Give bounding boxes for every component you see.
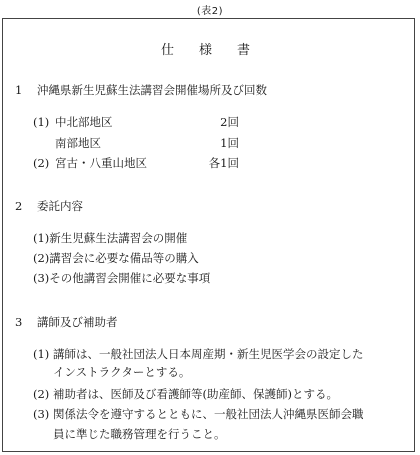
section-1-row-3-count: 各1回 [208,156,239,170]
section-3-item-3-line-2: 員に準じた職務管理を行うこと。 [53,427,226,441]
section-3-item-3-line-1: 関係法令を遵守するとともに、一般社団法人沖縄県医師会職 [53,407,364,421]
section-1-row-3-area: 宮古・八重山地区 [55,156,147,170]
section-2-number: 2 [15,199,23,213]
section-1-row-2-area: 南部地区 [55,136,101,150]
section-1-row-2-count: 1回 [220,136,239,150]
section-1-row-1-area: 中北部地区 [55,115,113,129]
section-3-heading: 講師及び補助者 [37,315,118,329]
section-3-number: 3 [15,315,23,329]
section-2-item-1: (1)新生児蘇生法講習会の開催 [33,231,188,245]
section-3-item-1-prefix: (1) [33,347,50,361]
section-2-item-2: (2)講習会に必要な備品等の購入 [33,251,199,265]
section-1-number: 1 [15,83,23,97]
section-3-item-2-line-1: 補助者は、医師及び看護師等(助産師、保護師)とする。 [53,387,338,401]
section-2-item-3: (3)その他講習会開催に必要な事項 [33,271,211,285]
document-title: 仕 様 書 [160,43,256,58]
section-3-item-1-line-1: 講師は、一般社団法人日本周産期・新生児医学会の設定した [53,347,364,361]
table-label: (表2) [196,6,224,17]
section-3-item-2-prefix: (2) [33,387,50,401]
section-1-heading: 沖縄県新生児蘇生法講習会開催場所及び回数 [37,83,267,97]
section-1-row-1-prefix: (1) [33,115,50,129]
specification-frame [2,18,415,452]
section-3-item-3-prefix: (3) [33,407,50,421]
section-1-row-3-prefix: (2) [33,156,50,170]
section-2-heading: 委託内容 [37,199,83,213]
section-3-item-1-line-2: インストラクターとする。 [53,365,191,379]
section-1-row-1-count: 2回 [220,115,239,129]
